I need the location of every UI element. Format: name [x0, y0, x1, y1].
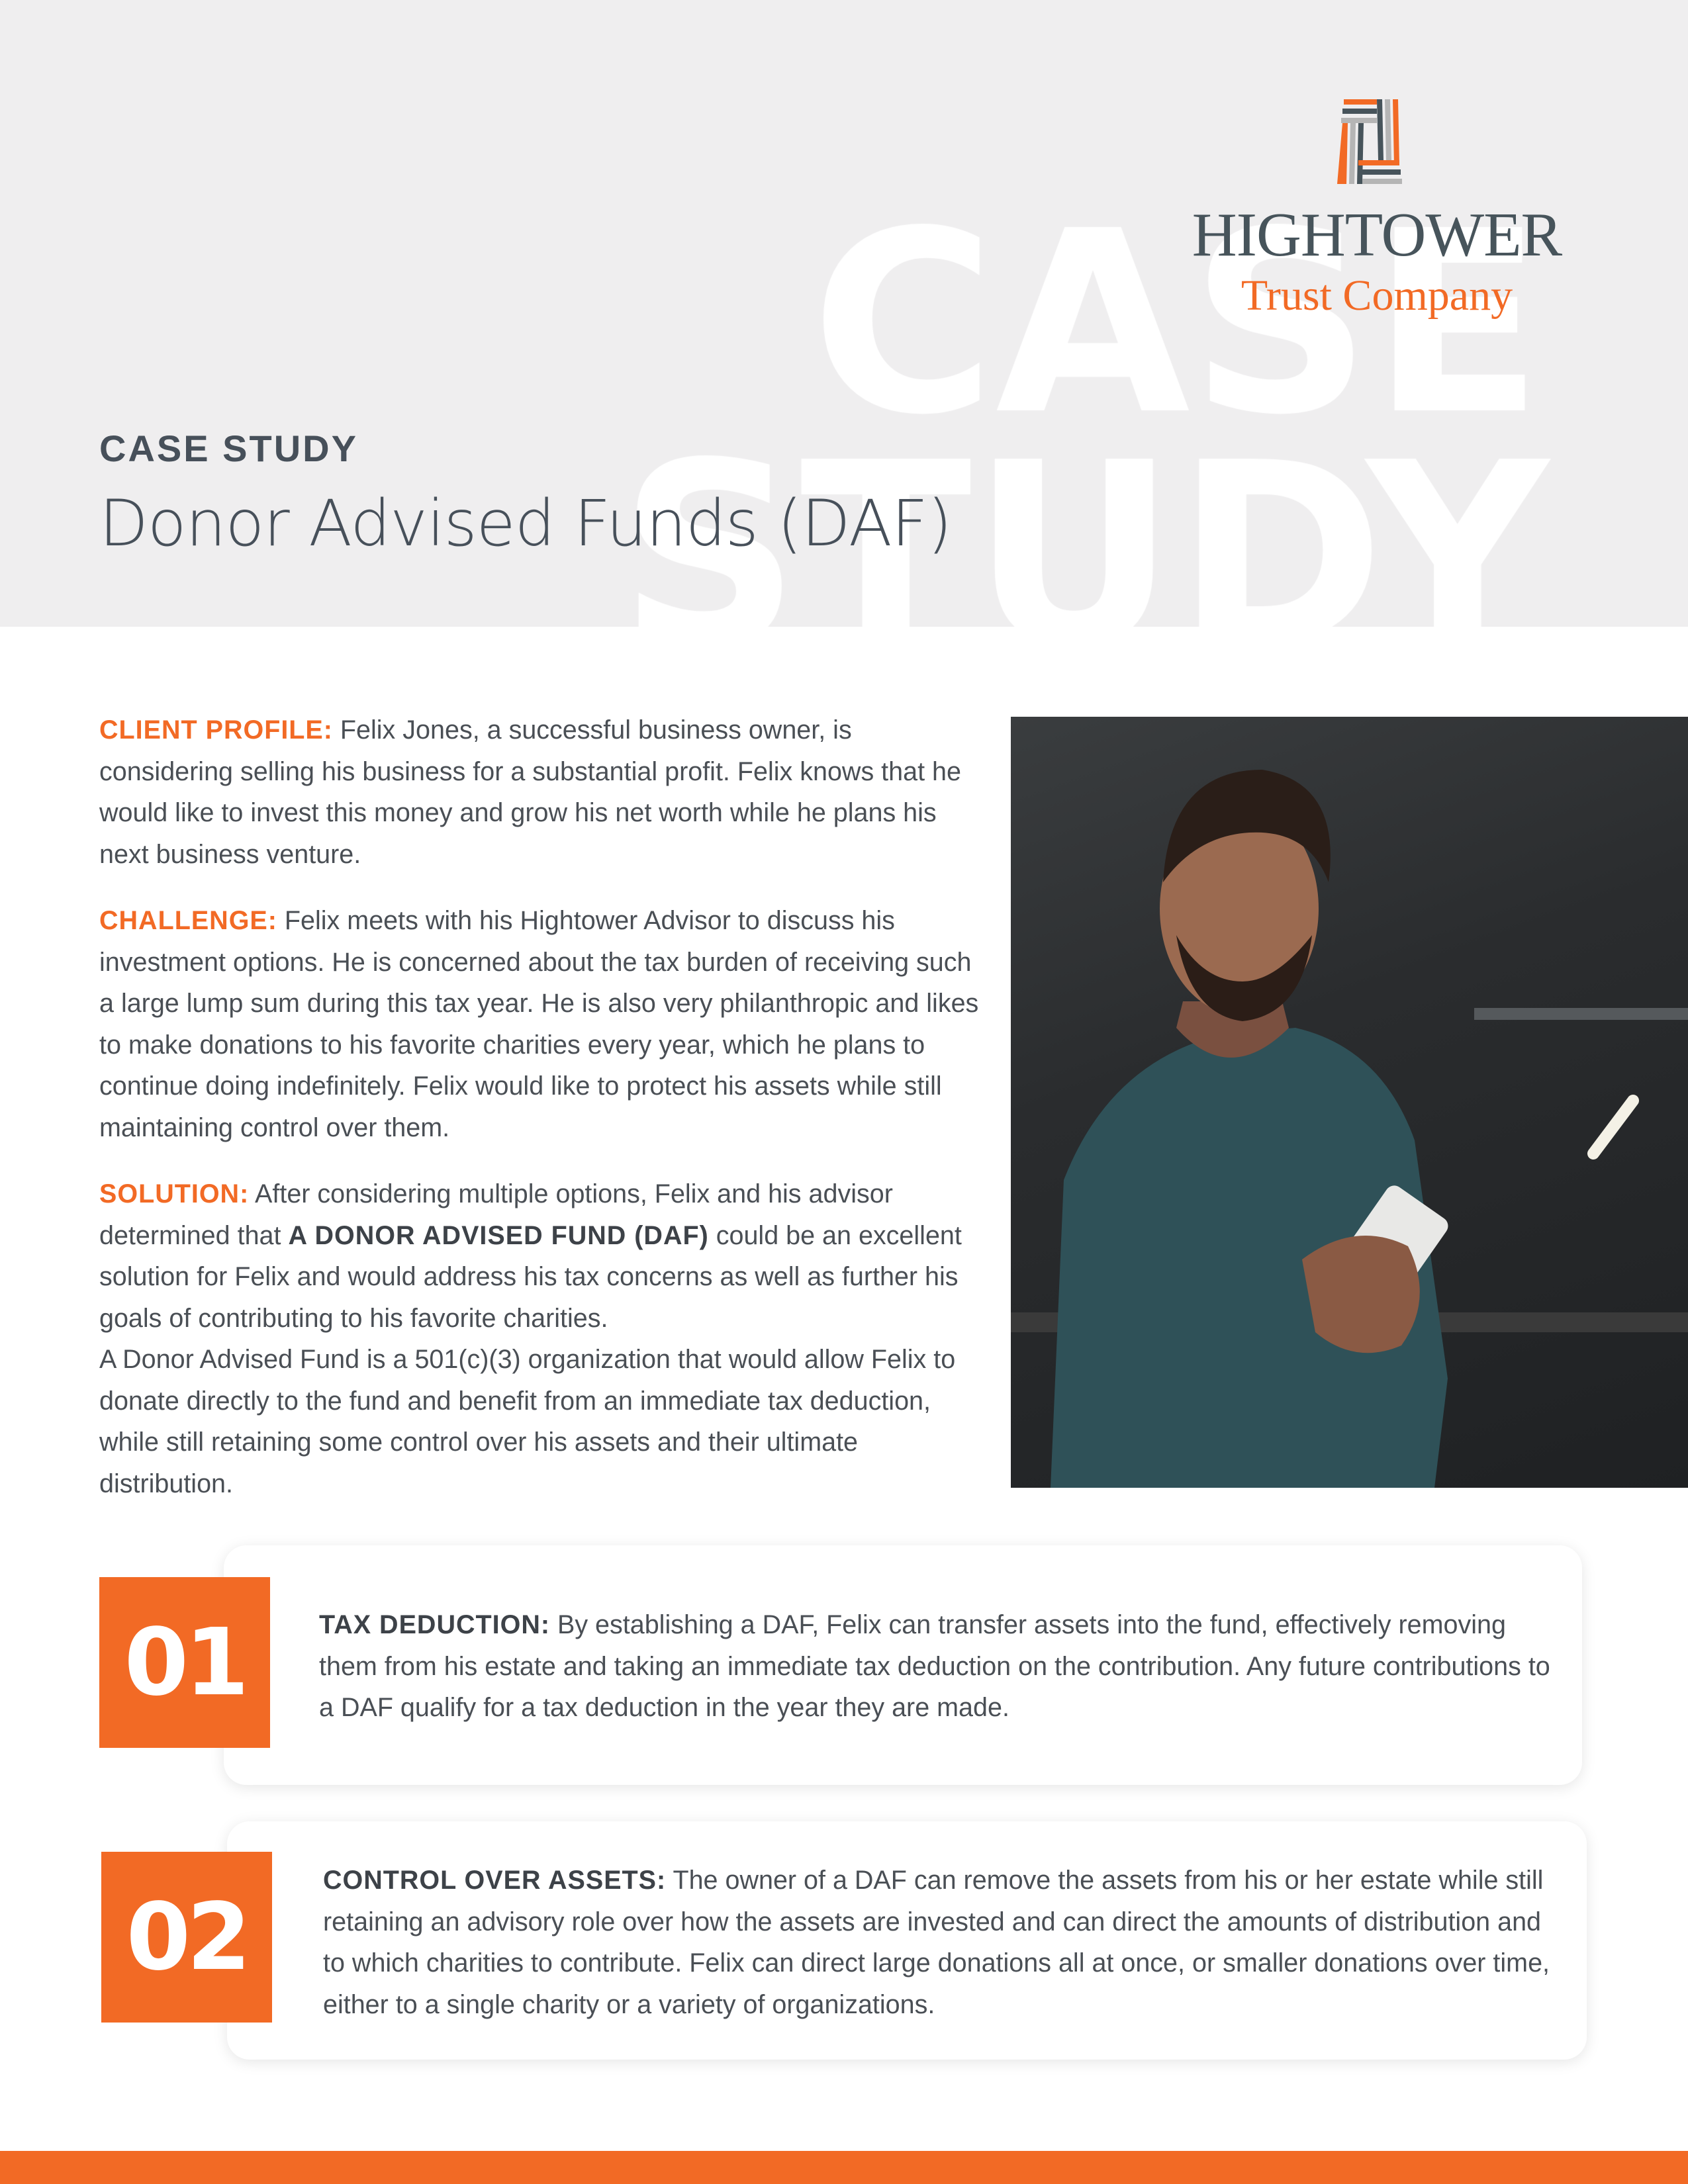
challenge-text: Felix meets with his Hightower Advisor to discuss his investment options. He is concerned about the tax burden of receiving such a large lump sum during this tax year. He is also very philanthropic and likes to make donations to his favorite charities every year, which he plans to continue doing indefinitely. Felix would like to protect his assets while still maintaining control over them.: [99, 906, 979, 1142]
solution-text: After considering multiple options, Felix and his advisor determined that: [99, 1179, 893, 1250]
client-profile-text: Felix Jones, a successful business owner, is considering selling his business for a substantial profit. Felix knows that he would like to invest this money and grow his net worth while he plans his next business venture.: [99, 715, 961, 869]
eyebrow-label: CASE STUDY: [99, 428, 358, 469]
challenge-label: CHALLENGE:: [99, 906, 277, 935]
solution-emphasis: A DONOR ADVISED FUND (DAF): [288, 1220, 709, 1250]
brand-subname: Trust Company: [1241, 271, 1513, 320]
benefit-text-control-over-assets: [323, 1860, 1561, 2025]
solution-text-cont: could be an excellent solution for Felix and would address his tax concerns as well as further his goals of contributing to his favorite charities.: [99, 1220, 962, 1333]
solution-text-daf: A Donor Advised Fund is a 501(c)(3) organization that would allow Felix to donate directly to the fund and benefit from an immediate tax deduction, while still retaining some control over his assets and their ultimate distribution.: [99, 1345, 956, 1498]
footer-accent-bar: [0, 2151, 1688, 2184]
case-body: [99, 709, 990, 1529]
photo-man-smartphone: [1011, 717, 1688, 1488]
hightower-logo: [1185, 99, 1569, 318]
benefit-description: By establishing a DAF, Felix can transfer assets into the fund, effectively removing them from his estate and taking an immediate tax deduction on the contribution. Any future contributions to a DAF qualify for a tax deduction in the year they are made.: [319, 1610, 1550, 1722]
benefit-description: The owner of a DAF can remove the assets from his or her estate while still retaining an advisory role over how the assets are invested and can direct the amounts of distribution and to which charities to contribute. Felix can direct large donations all at once, or smaller donations over time, either to a single charity or a variety of organizations.: [323, 1866, 1550, 2019]
client-profile-label: CLIENT PROFILE:: [99, 715, 333, 745]
benefit-text-tax-deduction: [319, 1604, 1550, 1729]
hero-banner: [0, 0, 1688, 627]
benefit-label: TAX DEDUCTION:: [319, 1610, 550, 1639]
brand-name: HIGHTOWER: [1192, 201, 1562, 269]
benefit-label: CONTROL OVER ASSETS:: [323, 1866, 667, 1895]
page-title: Donor Advised Funds (DAF): [99, 486, 952, 561]
challenge-paragraph: [99, 900, 990, 1148]
solution-paragraph: [99, 1173, 990, 1504]
hightower-logo-icon: [1337, 99, 1417, 184]
client-profile-paragraph: [99, 709, 990, 875]
photo-illustration-icon: [1011, 717, 1688, 1488]
benefit-number-02: 02: [101, 1852, 272, 2023]
solution-label: SOLUTION:: [99, 1179, 250, 1208]
benefit-number-01: 01: [99, 1577, 270, 1748]
